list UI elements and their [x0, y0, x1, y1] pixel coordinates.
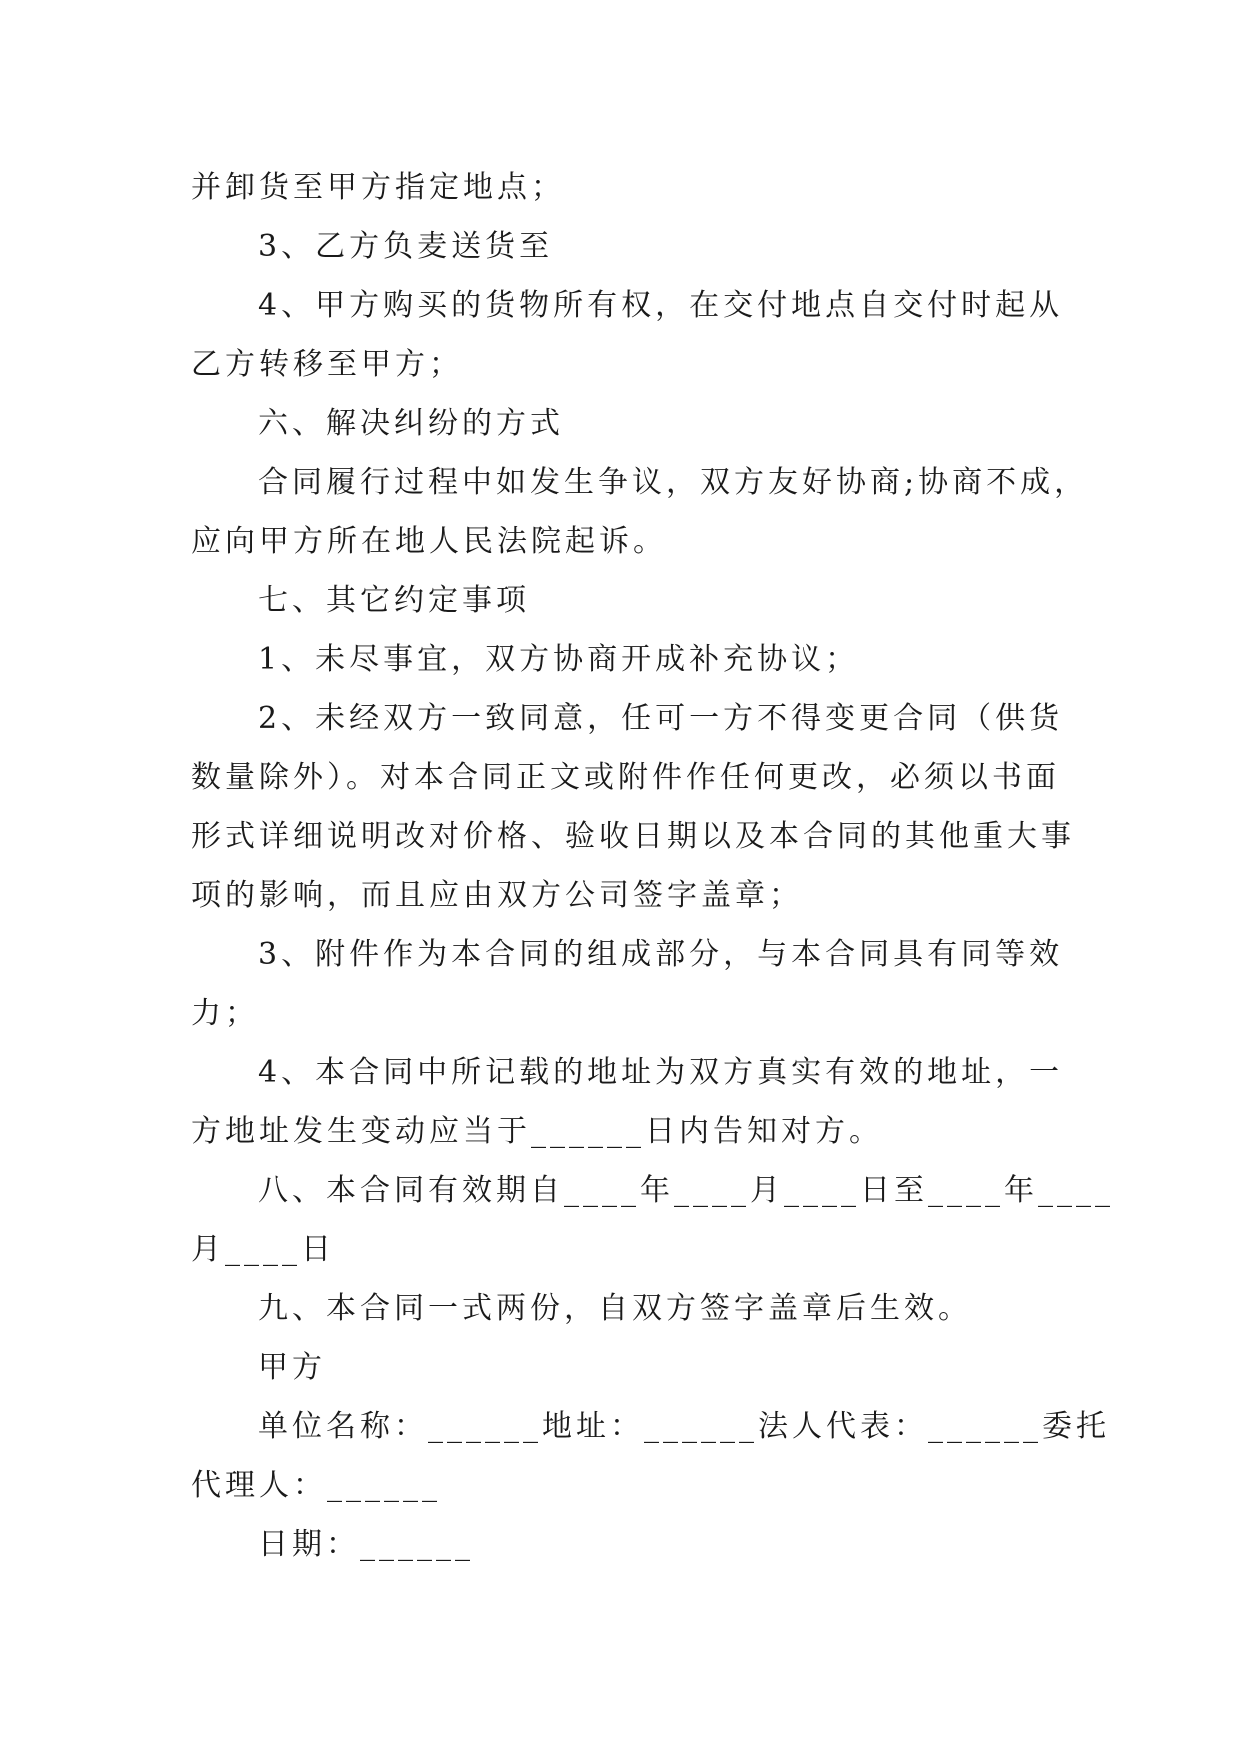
section-heading: 七、其它约定事项 — [258, 583, 530, 618]
text-line: 方地址发生变动应当于______日内告知对方。 — [191, 1114, 883, 1149]
text-line: 合同履行过程中如发生争议，双方友好协商;协商不成， — [258, 465, 1089, 500]
document-body — [191, 158, 1114, 1574]
date-field: 日期：______ — [258, 1527, 474, 1562]
section-heading: 六、解决纠纷的方式 — [258, 406, 564, 441]
text-line: 2、未经双方一致同意，任可一方不得变更合同（供货 — [258, 701, 1064, 736]
text-line: 1、未尽事宜，双方协商开成补充协议； — [258, 642, 860, 677]
signature-fields: 单位名称：______地址：______法人代表：______委托 — [258, 1409, 1110, 1444]
text-line: 项的影响，而且应由双方公司签字盖章； — [191, 878, 803, 913]
party-label: 甲方 — [258, 1350, 326, 1385]
text-line: 形式详细说明改对价格、验收日期以及本合同的其他重大事 — [191, 819, 1075, 854]
text-line: 3、附件作为本合同的组成部分，与本合同具有同等效 — [258, 937, 1064, 972]
text-line: 力； — [191, 996, 259, 1031]
section-heading: 九、本合同一式两份，自双方签字盖章后生效。 — [258, 1291, 972, 1326]
text-line: 乙方转移至甲方； — [191, 347, 463, 382]
text-line: 3、乙方负麦送货至 — [258, 229, 554, 264]
text-line: 数量除外）。对本合同正文或附件作任何更改，必须以书面 — [191, 760, 1060, 795]
text-line: 月____日 — [191, 1232, 335, 1267]
signature-fields: 代理人：______ — [191, 1468, 441, 1503]
text-line: 4、甲方购买的货物所有权，在交付地点自交付时起从 — [258, 288, 1064, 323]
section-heading: 八、本合同有效期自____年____月____日至____年____ — [258, 1173, 1114, 1208]
text-line: 应向甲方所在地人民法院起诉。 — [191, 524, 667, 559]
text-line: 4、本合同中所记载的地址为双方真实有效的地址，一 — [258, 1055, 1064, 1090]
text-line: 并卸货至甲方指定地点； — [191, 170, 565, 205]
